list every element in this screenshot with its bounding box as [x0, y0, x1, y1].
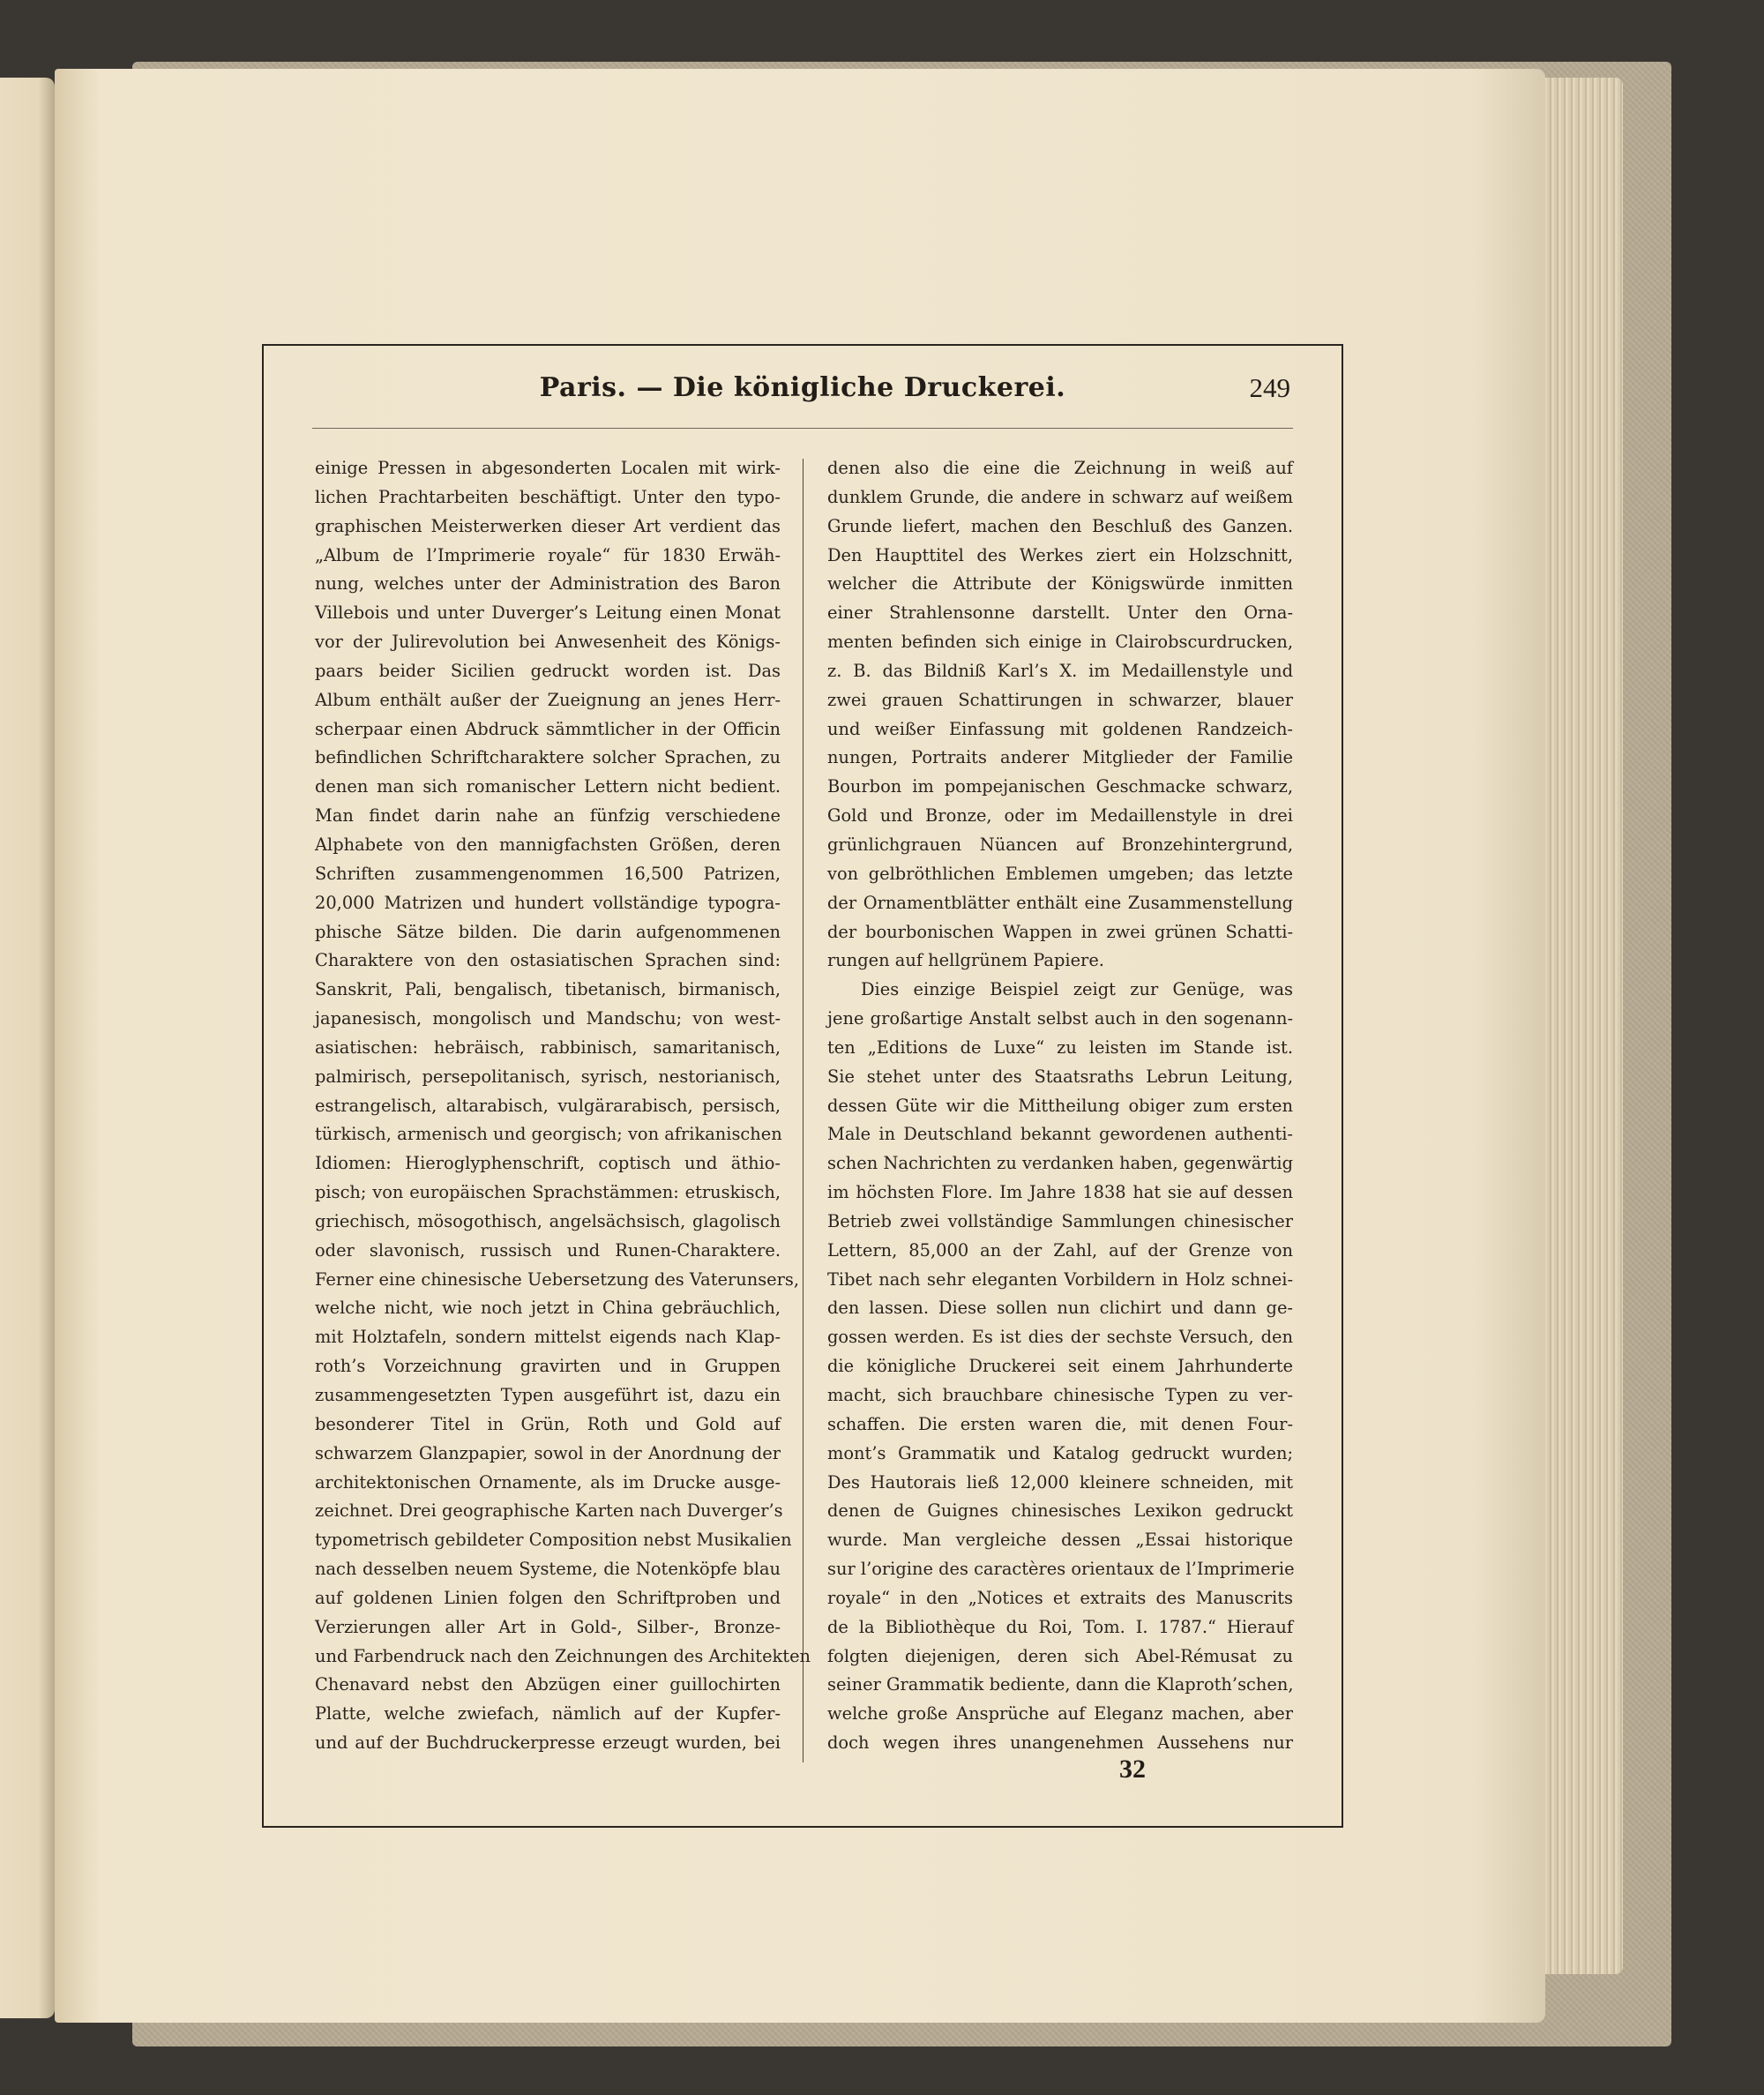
text-line: Charaktere von den ostasiatischen Sprachen sind: — [315, 950, 781, 971]
text-line: den lassen. Diese sollen nun clichirt und dann ge- — [827, 1298, 1293, 1319]
text-line: z. B. das Bildniß Karl’s X. im Medaillenstyle und — [827, 660, 1293, 681]
text-line: rungen auf hellgrünem Papiere. — [827, 950, 1104, 971]
text-line: gossen werden. Es ist dies der sechste Versuch, den — [827, 1327, 1293, 1348]
text-line: und Farbendruck nach den Zeichnungen des Architekten — [315, 1645, 811, 1666]
text-line: Sie stehet unter des Staatsraths Lebrun Leitung, — [827, 1066, 1293, 1087]
text-line: Den Haupttitel des Werkes ziert ein Holzschnitt, — [827, 544, 1293, 565]
text-line: mit Holztafeln, sondern mittelst eigends nach Klap- — [315, 1327, 781, 1348]
text-line: einige Pressen in abgesonderten Localen mit wirk- — [315, 458, 781, 478]
text-line: Album enthält außer der Zueignung an jenes Herr- — [315, 689, 781, 710]
text-line: zeichnet. Drei geographische Karten nach Duverger’s — [315, 1500, 783, 1522]
text-line: royale“ in den „Notices et extraits des Manuscrits — [827, 1587, 1293, 1608]
text-line: pisch; von europäischen Sprachstämmen: etruskisch, — [315, 1182, 781, 1203]
text-line: paars beider Sicilien gedruckt worden ist. Das — [315, 660, 781, 681]
text-line: schaffen. Die ersten waren die, mit denen Four- — [827, 1413, 1293, 1434]
text-line: japanesisch, mongolisch und Mandschu; von west- — [315, 1008, 781, 1029]
text-line: denen de Guignes chinesisches Lexikon gedruckt — [827, 1500, 1293, 1522]
text-line: seiner Grammatik bediente, dann die Klaproth’schen, — [827, 1674, 1294, 1695]
text-line: mont’s Grammatik und Katalog gedruckt wurden; — [827, 1442, 1293, 1463]
text-line: griechisch, mösogothisch, angelsächsisch, glagolisch — [315, 1210, 781, 1231]
text-line: der bourbonischen Wappen in zwei grünen Schatti- — [827, 921, 1293, 942]
text-line: Gold und Bronze, oder im Medaillenstyle in drei — [827, 805, 1293, 827]
text-line: graphischen Meisterwerken dieser Art verdient das — [315, 515, 781, 536]
text-line: dunklem Grunde, die andere in schwarz auf weißem — [827, 486, 1293, 507]
text-line: typometrisch gebildeter Composition nebst Musikalien — [315, 1530, 792, 1551]
text-line: und weißer Einfassung mit goldenen Randzeich- — [827, 718, 1293, 739]
text-line: Ferner eine chinesische Uebersetzung des Vaterunsers, — [315, 1268, 800, 1290]
text-line: jene großartige Anstalt selbst auch in den sogenann- — [827, 1008, 1293, 1029]
text-line: folgten diejenigen, deren sich Abel-Rémusat zu — [827, 1645, 1293, 1666]
text-line: „Album de l’Imprimerie royale“ für 1830 Erwäh- — [315, 544, 781, 565]
text-line: Lettern, 85,000 an der Zahl, auf der Grenze von — [827, 1239, 1293, 1261]
text-line: Bourbon im pompejanischen Geschmacke schwarz, — [827, 776, 1293, 797]
text-line: architektonischen Ornamente, als im Drucke ausge- — [315, 1471, 781, 1493]
text-line: und auf der Buchdruckerpresse erzeugt wurden, bei — [315, 1732, 781, 1754]
text-line: befindlichen Schriftcharaktere solcher Sprachen, zu — [315, 747, 781, 768]
text-line: Platte, welche zwiefach, nämlich auf der Kupfer- — [315, 1703, 781, 1725]
text-line: vor der Julirevolution bei Anwesenheit des Königs- — [315, 632, 781, 653]
text-line: auf goldenen Linien folgen den Schriftproben und — [315, 1587, 781, 1608]
book-page — [55, 69, 1545, 2023]
text-line: oder slavonisch, russisch und Runen-Charaktere. — [315, 1239, 781, 1261]
text-line: Verzierungen aller Art in Gold-, Silber-, Bronze- — [315, 1616, 781, 1637]
text-line: Schriften zusammengenommen 16,500 Patrizen, — [315, 863, 781, 884]
text-line: Tibet nach sehr eleganten Vorbildern in Holz schnei- — [827, 1268, 1293, 1290]
running-title: Paris. — Die königliche Druckerei. — [539, 372, 1066, 403]
text-line: Sanskrit, Pali, bengalisch, tibetanisch, birmanisch, — [315, 979, 781, 1000]
text-line: Man findet darin nahe an fünfzig verschiedene — [315, 805, 781, 827]
text-line: de la Bibliothèque du Roi, Tom. I. 1787.“ Hierauf — [827, 1616, 1293, 1637]
text-line: Male in Deutschland bekannt gewordenen authenti- — [827, 1124, 1293, 1145]
text-line: Betrieb zwei vollständige Sammlungen chinesischer — [827, 1210, 1293, 1231]
text-line: nungen, Portraits anderer Mitglieder der Familie — [827, 747, 1293, 768]
text-line: besonderer Titel in Grün, Roth und Gold auf — [315, 1413, 781, 1434]
text-line: menten befinden sich einige in Clairobscurdrucken, — [827, 632, 1293, 653]
text-line: Villebois und unter Duverger’s Leitung einen Monat — [315, 602, 781, 624]
left-column — [315, 454, 811, 1758]
text-line: die königliche Druckerei seit einem Jahrhunderte — [827, 1356, 1293, 1377]
text-line: estrangelisch, altarabisch, vulgärarabisch, persisch, — [315, 1095, 781, 1116]
text-line: denen also die eine die Zeichnung in weiß auf — [827, 458, 1293, 478]
left-page-edge — [0, 78, 55, 2018]
text-line: Dies einzige Beispiel zeigt zur Genüge, was — [861, 979, 1293, 1000]
text-line: denen man sich romanischer Lettern nicht bedient. — [315, 776, 781, 797]
text-line: dessen Güte wir die Mittheilung obiger zum ersten — [827, 1095, 1293, 1116]
text-line: Grunde liefert, machen den Beschluß des Ganzen. — [827, 515, 1293, 536]
text-line: grünlichgrauen Nüancen auf Bronzehintergrund, — [827, 834, 1293, 855]
text-line: macht, sich brauchbare chinesische Typen zu ver- — [827, 1385, 1293, 1405]
text-line: nach desselben neuem Systeme, die Notenköpfe blau — [315, 1559, 781, 1580]
text-line: welche große Ansprüche auf Eleganz machen, aber — [827, 1703, 1293, 1725]
text-line: asiatischen: hebräisch, rabbinisch, samaritanisch, — [315, 1036, 781, 1058]
text-line: wurde. Man vergleiche dessen „Essai historique — [827, 1530, 1293, 1551]
column-divider — [803, 459, 804, 1762]
text-line: schwarzem Glanzpapier, sowol in der Anordnung der — [315, 1442, 781, 1463]
text-line: Des Hautorais ließ 12,000 kleinere schneiden, mit — [827, 1471, 1293, 1493]
text-line: schen Nachrichten zu verdanken haben, gegenwärtig — [827, 1153, 1293, 1174]
text-line: roth’s Vorzeichnung gravirten und in Gruppen — [315, 1356, 781, 1377]
text-line: türkisch, armenisch und georgisch; von afrikanischen — [315, 1124, 782, 1145]
text-line: Chenavard nebst den Abzügen einer guillochirten — [315, 1674, 781, 1695]
text-line: von gelbröthlichen Emblemen umgeben; das letzte — [827, 863, 1293, 884]
text-line: zwei grauen Schattirungen in schwarzer, blauer — [827, 689, 1293, 710]
text-line: ten „Editions de Luxe“ zu leisten im Stande ist. — [827, 1036, 1293, 1058]
text-frame — [262, 344, 1343, 1828]
text-line: welcher die Attribute der Königswürde inmitten — [827, 573, 1293, 595]
text-line: Alphabete von den mannigfachsten Größen, deren — [315, 834, 781, 855]
text-line: nung, welches unter der Administration des Baron — [315, 573, 781, 595]
text-line: zusammengesetzten Typen ausgeführt ist, dazu ein — [315, 1385, 781, 1405]
text-line: sur l’origine des caractères orientaux de l’Imprimerie — [827, 1559, 1295, 1580]
text-line: Idiomen: Hieroglyphenschrift, coptisch und äthio- — [315, 1153, 781, 1174]
text-line: der Ornamentblätter enthält eine Zusammenstellung — [827, 892, 1293, 913]
text-line: phische Sätze bilden. Die darin aufgenommenen — [315, 921, 781, 942]
text-line: im höchsten Flore. Im Jahre 1838 hat sie auf dessen — [827, 1182, 1293, 1203]
text-line: palmirisch, persepolitanisch, syrisch, nestorianisch, — [315, 1066, 781, 1087]
text-line: scherpaar einen Abdruck sämmtlicher in der Officin — [315, 718, 781, 739]
right-column — [827, 454, 1293, 1758]
text-line: doch wegen ihres unangenehmen Aussehens nur — [827, 1732, 1293, 1754]
text-line: lichen Prachtarbeiten beschäftigt. Unter den typo- — [315, 486, 781, 507]
header-rule — [312, 428, 1293, 429]
page-number: 249 — [1249, 372, 1290, 403]
page-header — [264, 372, 1342, 416]
signature-mark: 32 — [1119, 1755, 1146, 1784]
text-line: welche nicht, wie noch jetzt in China gebräuchlich, — [315, 1298, 781, 1319]
text-line: einer Strahlensonne darstellt. Unter den Orna- — [827, 602, 1293, 624]
text-line: 20,000 Matrizen und hundert vollständige typogra- — [315, 892, 781, 913]
